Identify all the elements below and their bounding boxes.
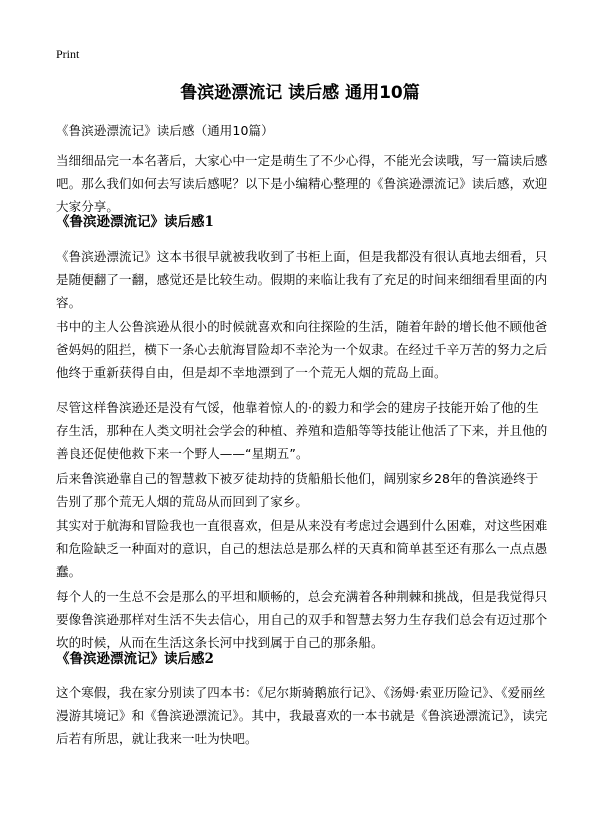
document-subtitle: 《鲁滨逊漂流记》读后感（通用10篇） (56, 123, 274, 138)
section-1-paragraph-6: 每个人的一生总不会是那么的平坦和顺畅的，总会充满着各种荆棘和挑战，但是我觉得只要像鲁滨逊那样对生活不失去信心，用自己的双手和智慧去努力生存我们总会有迈过那个坎的时候，从而在生活这条长河中找到属于自己的那条船。 (56, 589, 548, 650)
section-heading-2: 《鲁滨逊漂流记》读后感2 (56, 651, 214, 667)
page-title: 鲁滨逊漂流记 读后感 通用10篇 (180, 83, 420, 103)
section-1-paragraph-5: 其实对于航海和冒险我也一直很喜欢，但是从来没有考虑过会遇到什么困难，对这些困难和危险缺乏一种面对的意识，自己的想法总是那么样的天真和简单甚至还有那么一点点愚蠢。 (56, 518, 548, 579)
section-1-paragraph-4: 后来鲁滨逊靠自己的智慧救下被歹徒劫持的货船船长他们，阔别家乡28年的鲁滨逊终于告别了那个荒无人烟的荒岛从而回到了家乡。 (56, 471, 539, 509)
section-1-paragraph-3: 尽管这样鲁滨逊还是没有气馁，他靠着惊人的·的毅力和学会的建房子技能开始了他的生存生活，那种在人类文明社会学会的种植、养殖和造船等等技能让他活了下来，并且他的善良还促使他救下来一个野人——“星期五”。 (56, 400, 548, 461)
section-1-paragraph-1: 《鲁滨逊漂流记》这本书很早就被我收到了书柜上面，但是我都没有很认真地去细看，只是随便翻了一翻，感觉还是比较生动。假期的来临让我有了充足的时间来细细看里面的内容。 (56, 249, 548, 310)
section-2-paragraph-1: 这个寒假，我在家分别读了四本书：《尼尔斯骑鹅旅行记》、《汤姆·索亚历险记》、《爱丽丝漫游其境记》和《鲁滨逊漂流记》。其中，我最喜欢的一本书就是《鲁滨逊漂流记》，读完后若有所思，就让我来一吐为快吧。 (56, 685, 548, 746)
intro-paragraph: 当细细品完一本名著后，大家心中一定是萌生了不少心得，不能光会读哦，写一篇读后感吧。那么我们如何去写读后感呢？以下是小编精心整理的《鲁滨逊漂流记》读后感，欢迎大家分享。 (56, 153, 548, 214)
print-label: Print (56, 47, 80, 61)
section-1-paragraph-2: 书中的主人公鲁滨逊从很小的时候就喜欢和向往探险的生活，随着年龄的增长他不顾他爸爸妈妈的阻拦，横下一条心去航海冒险却不幸沦为一个奴隶。在经过千辛万苦的努力之后他终于重新获得自由，但是却不幸地漂到了一个荒无人烟的荒岛上面。 (56, 319, 548, 380)
section-heading-1: 《鲁滨逊漂流记》读后感1 (56, 214, 214, 230)
